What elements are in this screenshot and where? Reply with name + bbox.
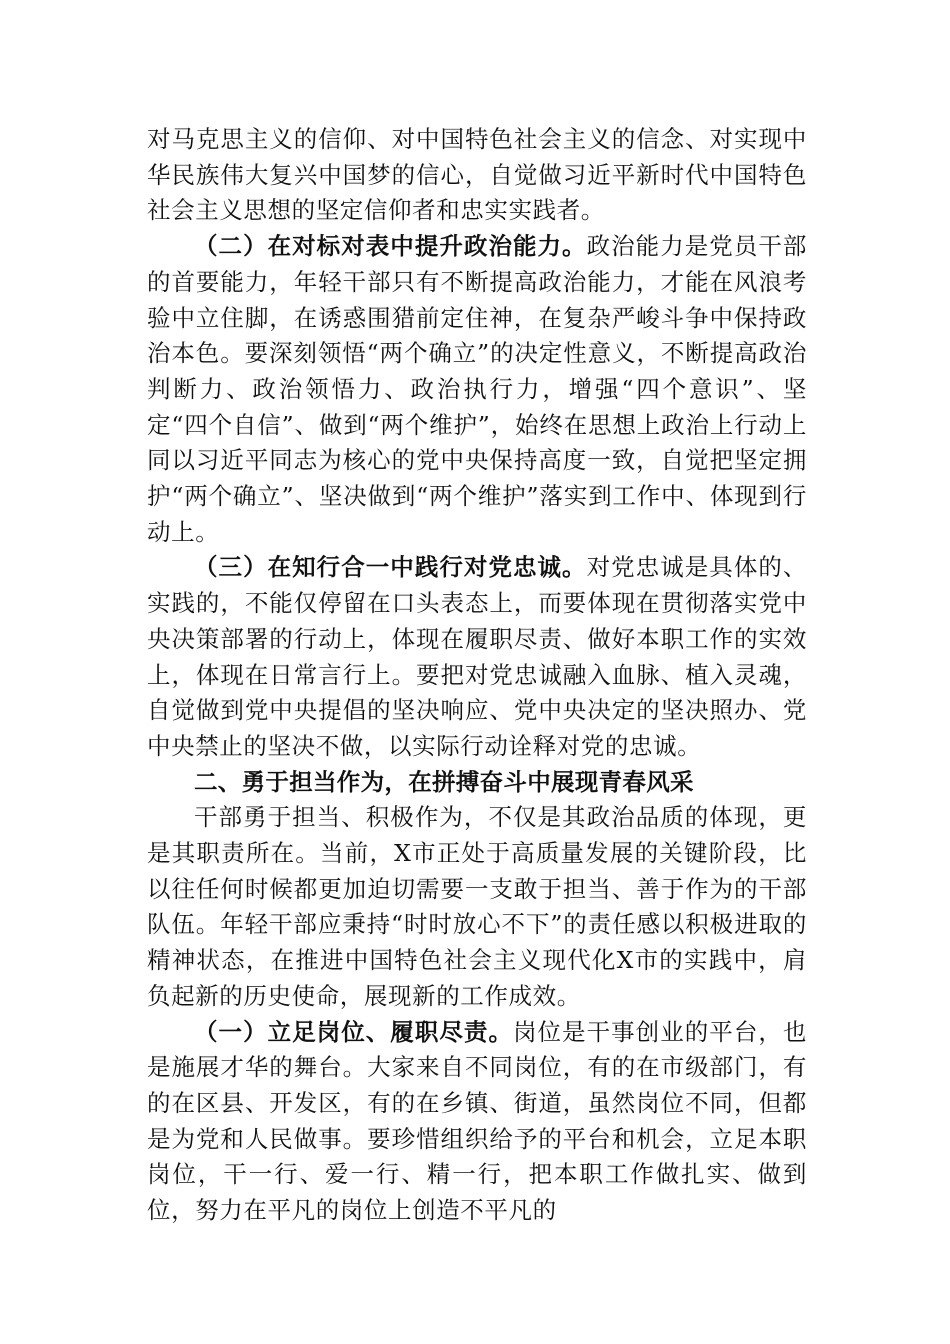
subsection-title: （二）在对标对表中提升政治能力。 xyxy=(194,232,587,261)
paragraph-subsection-3 xyxy=(147,550,807,764)
paragraph-body xyxy=(147,800,807,1014)
paragraph-text: 对党忠诚是具体的、实践的，不能仅停留在口头表态上，而要体现在贯彻落实党中央决策部署的行动上，体现在履职尽责、做好本职工作的实效上，体现在日常言行上。要把对党忠诚融入血脉、植入灵魂，自觉做到党中央提倡的坚决响应、党中央决定的坚决照办、党中央禁止的坚决不做，以实际行动诠释对党的忠诚。 xyxy=(147,553,807,760)
paragraph-text: 干部勇于担当、积极作为，不仅是其政治品质的体现，更是其职责所在。当前，X市正处于高质量发展的关键阶段，比以往任何时候都更加迫切需要一支敢于担当、善于作为的干部队伍。年轻干部应秉持“时时放心不下”的责任感以积极进取的精神状态，在推进中国特色社会主义现代化X市的实践中，肩负起新的历史使命，展现新的工作成效。 xyxy=(147,803,807,1010)
paragraph-subsection-2 xyxy=(147,229,807,550)
subsection-title: （一）立足岗位、履职尽责。 xyxy=(194,1017,513,1046)
subsection-title: （三）在知行合一中践行对党忠诚。 xyxy=(194,553,587,582)
paragraph-text: 对马克思主义的信仰、对中国特色社会主义的信念、对实现中华民族伟大复兴中国梦的信心，自觉做习近平新时代中国特色社会主义思想的坚定信仰者和忠实实践者。 xyxy=(147,125,807,225)
paragraph-text: 政治能力是党员干部的首要能力，年轻干部只有不断提高政治能力，才能在风浪考验中立住脚，在诱惑围猎前定住神，在复杂严峻斗争中保持政治本色。要深刻领悟“两个确立”的决定性意义，不断提高政治判断力、政治领悟力、政治执行力，增强“四个意识”、坚定“四个自信”、做到“两个维护”，始终在思想上政治上行动上同以习近平同志为核心的党中央保持高度一致，自觉把坚定拥护“两个确立”、坚决做到“两个维护”落实到工作中、体现到行动上。 xyxy=(147,232,807,546)
paragraph-text: 岗位是干事创业的平台，也是施展才华的舞台。大家来自不同岗位，有的在市级部门，有的在区县、开发区，有的在乡镇、街道，虽然岗位不同，但都是为党和人民做事。要珍惜组织给予的平台和机会，立足本职岗位，干一行、爱一行、精一行，把本职工作做扎实、做到位，努力在平凡的岗位上创造不平凡的 xyxy=(147,1017,807,1225)
section-heading xyxy=(147,765,807,801)
section-heading-text: 二、勇于担当作为，在拼搏奋斗中展现青春风采 xyxy=(194,767,694,796)
paragraph-continuation xyxy=(147,122,807,229)
paragraph-subsection-1 xyxy=(147,1015,807,1229)
document-body xyxy=(147,122,807,1229)
